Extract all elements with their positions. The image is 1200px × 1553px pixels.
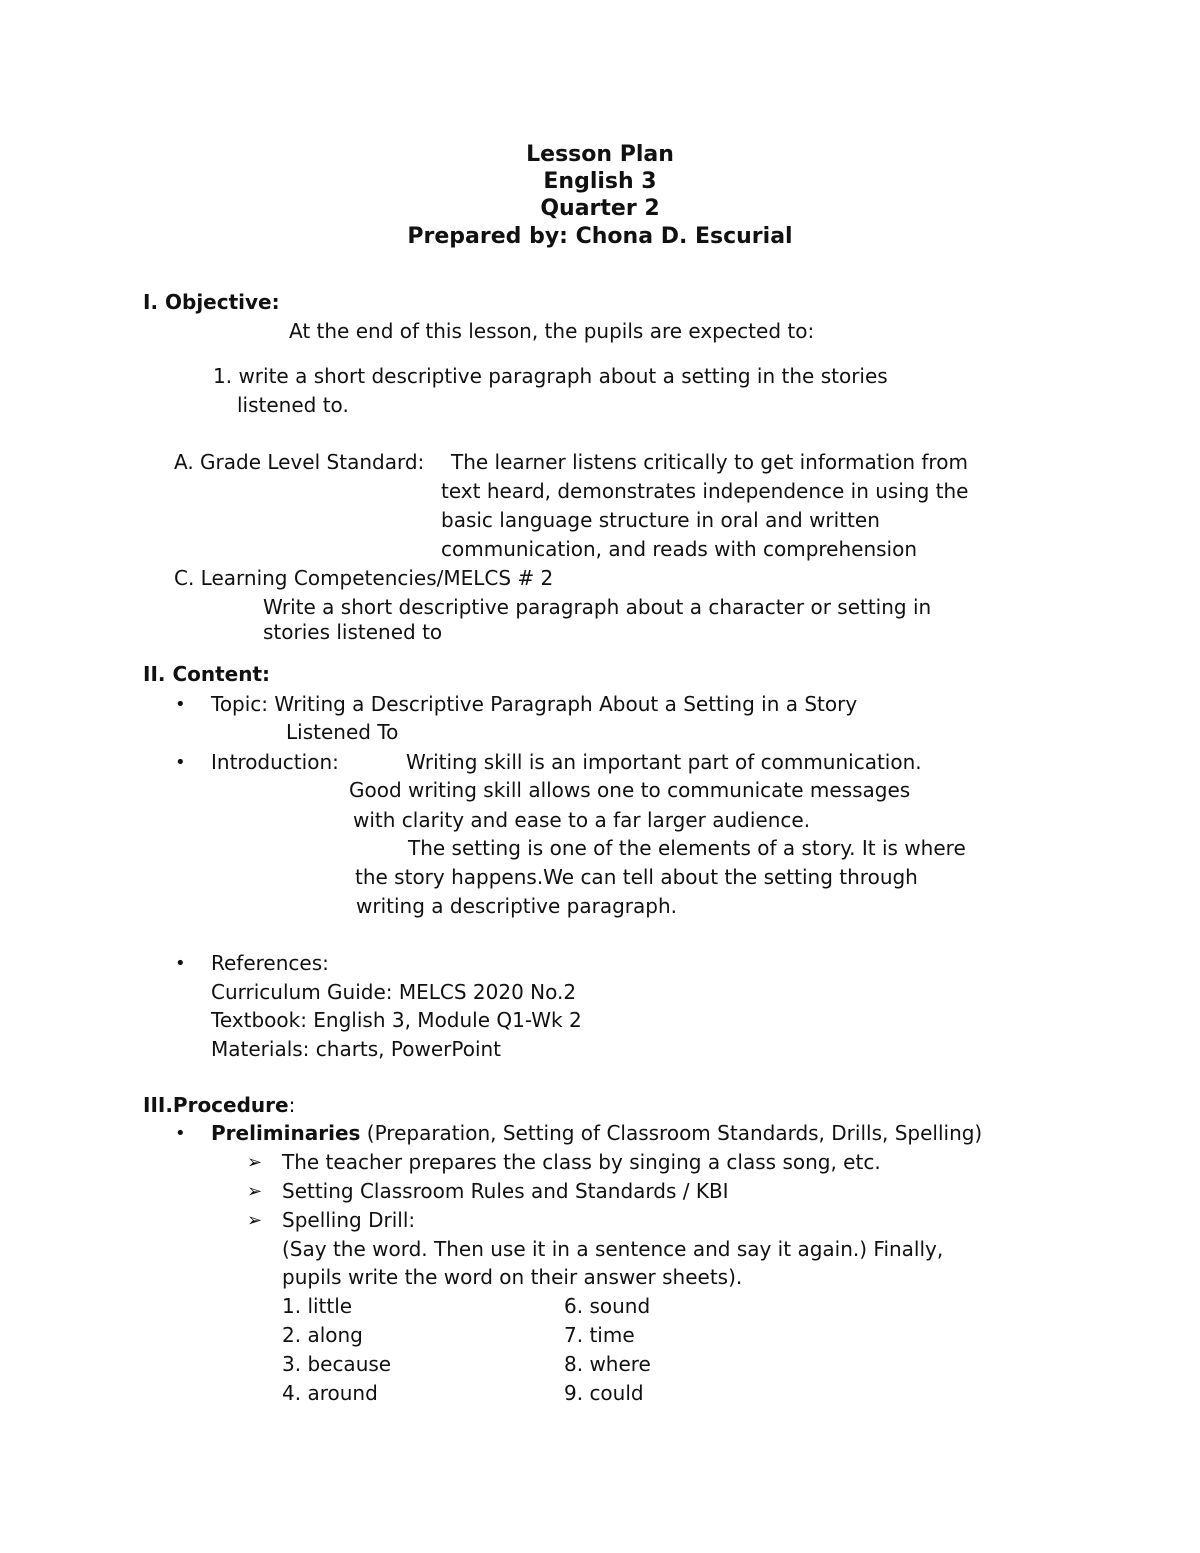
preliminaries-line	[211, 1123, 982, 1143]
objective-intro: At the end of this lesson, the pupils are expected to:	[289, 319, 815, 343]
reference-item: Curriculum Guide: MELCS 2020 No.2	[211, 980, 577, 1004]
learning-competencies-label: C. Learning Competencies/MELCS # 2	[174, 566, 554, 590]
spelling-word: 4. around	[282, 1381, 378, 1405]
introduction-label: Introduction:	[211, 750, 339, 774]
arrow-bullet-icon: ➢	[247, 1152, 263, 1173]
objective-item-1-cont: listened to.	[237, 393, 349, 417]
subject-title: English 3	[543, 169, 657, 194]
preliminaries-label: Preliminaries	[211, 1121, 361, 1145]
topic-line-cont: Listened To	[286, 720, 399, 744]
grade-level-standard-line: The learner listens critically to get information from	[451, 450, 968, 474]
content-heading: II. Content:	[143, 662, 271, 686]
bullet-icon: •	[175, 752, 186, 773]
objective-item-1: 1. write a short descriptive paragraph about a setting in the stories	[213, 364, 888, 388]
introduction-line: with clarity and ease to a far larger audience.	[353, 808, 811, 832]
procedure-step: The teacher prepares the class by singing a class song, etc.	[282, 1150, 881, 1174]
introduction-line: the story happens.We can tell about the setting through	[355, 865, 918, 889]
introduction-line: writing a descriptive paragraph.	[356, 894, 677, 918]
bullet-icon: •	[175, 953, 186, 974]
procedure-step: Setting Classroom Rules and Standards / KBI	[282, 1179, 729, 1203]
grade-level-standard-line: communication, and reads with comprehension	[441, 537, 918, 561]
introduction-line: The setting is one of the elements of a story. It is where	[408, 836, 966, 860]
grade-level-standard-line: basic language structure in oral and written	[441, 508, 880, 532]
spelling-word: 1. little	[282, 1294, 353, 1318]
bullet-icon: •	[175, 694, 186, 715]
procedure-heading-colon: :	[288, 1093, 296, 1117]
learning-competency-line: stories listened to	[263, 620, 443, 644]
arrow-bullet-icon: ➢	[247, 1210, 263, 1231]
procedure-step: Spelling Drill:	[282, 1208, 416, 1232]
document-title: Lesson Plan	[526, 142, 674, 167]
topic-line: Topic: Writing a Descriptive Paragraph About a Setting in a Story	[211, 692, 858, 716]
introduction-line: Good writing skill allows one to communicate messages	[349, 778, 911, 802]
spelling-word: 7. time	[564, 1323, 635, 1347]
spelling-word: 9. could	[564, 1381, 644, 1405]
preliminaries-detail: (Preparation, Setting of Classroom Standards, Drills, Spelling)	[360, 1121, 983, 1145]
learning-competency-line: Write a short descriptive paragraph about a character or setting in	[263, 595, 932, 619]
procedure-heading	[143, 1095, 295, 1115]
procedure-heading-text: III.Procedure	[143, 1093, 289, 1117]
arrow-bullet-icon: ➢	[247, 1181, 263, 1202]
quarter-title: Quarter 2	[540, 196, 660, 221]
references-label: References:	[211, 951, 329, 975]
objective-heading: I. Objective:	[143, 290, 280, 314]
bullet-icon: •	[175, 1123, 186, 1144]
reference-item: Textbook: English 3, Module Q1-Wk 2	[211, 1008, 582, 1032]
spelling-word: 3. because	[282, 1352, 392, 1376]
reference-item: Materials: charts, PowerPoint	[211, 1037, 502, 1061]
grade-level-standard-label: A. Grade Level Standard:	[174, 450, 425, 474]
spelling-word: 8. where	[564, 1352, 651, 1376]
grade-level-standard-line: text heard, demonstrates independence in using the	[441, 479, 969, 503]
introduction-line: Writing skill is an important part of communication.	[406, 750, 922, 774]
drill-instruction: pupils write the word on their answer sheets).	[282, 1265, 743, 1289]
drill-instruction: (Say the word. Then use it in a sentence and say it again.) Finally,	[282, 1237, 944, 1261]
spelling-word: 2. along	[282, 1323, 363, 1347]
spelling-word: 6. sound	[564, 1294, 651, 1318]
prepared-by: Prepared by: Chona D. Escurial	[407, 224, 793, 249]
